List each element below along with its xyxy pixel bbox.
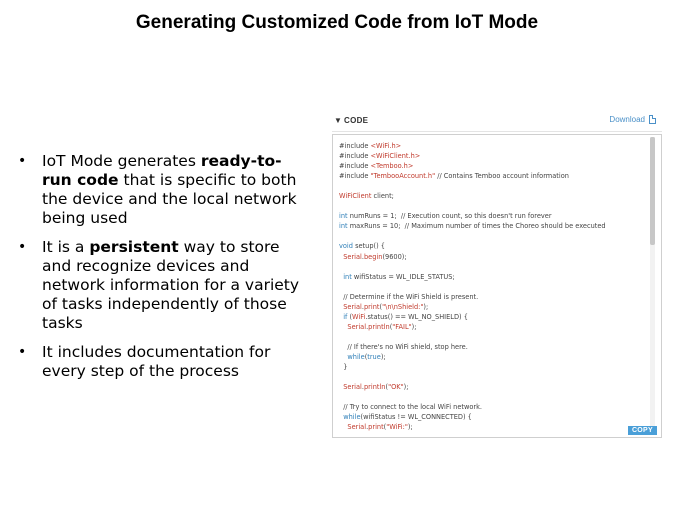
code-line bbox=[339, 171, 649, 181]
code-token: . bbox=[366, 423, 369, 432]
code-token: Serial bbox=[343, 383, 362, 392]
code-token: (wifiStatus != WL_CONNECTED) { bbox=[360, 413, 472, 422]
code-token: ( bbox=[389, 322, 393, 331]
code-token: <WiFi.h> bbox=[370, 142, 402, 150]
code-line bbox=[339, 292, 649, 302]
code-token: // Try to connect to the local WiFi network. bbox=[339, 403, 483, 412]
code-token: <Temboo.h> bbox=[370, 162, 414, 171]
bullet-marker: • bbox=[18, 239, 27, 255]
code-token: ( bbox=[383, 423, 387, 432]
code-token: #include bbox=[339, 142, 371, 150]
download-link[interactable] bbox=[609, 115, 656, 124]
scrollbar[interactable] bbox=[650, 137, 655, 435]
code-line bbox=[339, 372, 649, 382]
code-line bbox=[339, 201, 649, 211]
code-token: while bbox=[347, 352, 365, 361]
code-token: . bbox=[361, 383, 364, 392]
code-token: println bbox=[363, 383, 386, 392]
code-token: WiFiClient bbox=[339, 192, 372, 201]
bullet-item bbox=[16, 238, 306, 333]
code-token: while bbox=[343, 413, 361, 422]
code-line bbox=[339, 181, 649, 191]
code-line bbox=[339, 302, 649, 312]
bullet-text-run: IoT Mode generates bbox=[42, 152, 201, 170]
code-line bbox=[339, 191, 649, 201]
code-line bbox=[339, 402, 649, 412]
code-line bbox=[339, 282, 649, 292]
code-token: maxRuns = 10; // Maximum number of times the Choreo should be executed bbox=[347, 222, 606, 231]
scrollbar-thumb[interactable] bbox=[650, 137, 655, 245]
code-line bbox=[339, 231, 649, 241]
code-token: ); bbox=[407, 423, 413, 432]
code-token: ); bbox=[411, 322, 417, 331]
code-token: int bbox=[339, 212, 348, 221]
code-token: ( bbox=[379, 302, 383, 311]
code-token: ); bbox=[403, 383, 409, 392]
bullet-marker: • bbox=[18, 344, 27, 360]
code-line bbox=[339, 252, 649, 262]
code-token: "TembooAccount.h" bbox=[370, 172, 436, 181]
bullet-text-run: that is specific to both the device and the local network being used bbox=[42, 171, 297, 227]
code-token: int bbox=[343, 272, 352, 281]
code-token: "FAIL" bbox=[392, 322, 412, 331]
code-token: Serial bbox=[347, 322, 367, 331]
code-token: Serial bbox=[347, 423, 367, 432]
bullet-item bbox=[16, 343, 306, 381]
bullet-text-run: It includes documentation for every step of the process bbox=[42, 343, 271, 380]
code-line bbox=[339, 382, 649, 392]
code-section-label: CODE bbox=[344, 116, 369, 125]
code-line bbox=[339, 262, 649, 272]
copy-button[interactable]: COPY bbox=[628, 426, 657, 435]
bullet-marker: • bbox=[18, 153, 27, 169]
code-line bbox=[339, 422, 649, 432]
collapse-caret-icon[interactable]: ▼ bbox=[334, 116, 342, 125]
code-token: print bbox=[363, 302, 380, 311]
code-line bbox=[339, 322, 649, 332]
code-token: . bbox=[361, 252, 364, 261]
code-token: #include bbox=[339, 172, 371, 181]
code-line bbox=[339, 392, 649, 402]
code-token: #include bbox=[339, 162, 371, 171]
code-token: // Determine if the WiFi Shield is present. bbox=[339, 292, 479, 301]
bullet-text-run: It is a bbox=[42, 238, 90, 256]
code-text bbox=[339, 141, 649, 432]
code-token: "WiFi:" bbox=[386, 423, 408, 432]
code-token: // If there's no WiFi shield, stop here. bbox=[339, 342, 468, 351]
code-token: } bbox=[339, 363, 348, 372]
code-token: print bbox=[368, 423, 384, 432]
bullet-emphasis: ready-to-run code bbox=[42, 152, 282, 189]
code-line bbox=[339, 352, 649, 362]
code-token: ( bbox=[385, 383, 389, 392]
bullet-item bbox=[16, 152, 306, 228]
code-token: WiFi bbox=[352, 312, 366, 321]
code-line bbox=[339, 332, 649, 342]
code-token: wifiStatus = WL_IDLE_STATUS; bbox=[351, 272, 455, 281]
code-line bbox=[339, 342, 649, 352]
bullet-text-run: way to store and recognize devices and network information for a variety of tasks independently of those tasks bbox=[42, 238, 300, 332]
code-line bbox=[339, 151, 649, 161]
code-token: numRuns = 1; // Execution count, so this doesn't run forever bbox=[347, 212, 552, 221]
code-token: // Contains Temboo account information bbox=[435, 172, 569, 181]
code-line bbox=[339, 362, 649, 372]
code-line bbox=[339, 412, 649, 422]
code-token: int bbox=[339, 222, 348, 231]
code-viewer[interactable] bbox=[332, 134, 662, 438]
code-token: ); bbox=[380, 352, 386, 361]
code-token: Serial bbox=[343, 252, 362, 261]
code-token: Serial bbox=[343, 302, 362, 311]
code-token: ( bbox=[364, 352, 368, 361]
bullet-emphasis: persistent bbox=[89, 238, 179, 256]
slide-title: Generating Customized Code from IoT Mode bbox=[135, 12, 539, 33]
code-token: begin bbox=[363, 252, 383, 261]
code-line bbox=[339, 312, 649, 322]
code-token: ( bbox=[347, 312, 353, 321]
document-icon bbox=[649, 115, 656, 124]
code-line bbox=[339, 211, 649, 221]
code-token: if bbox=[343, 312, 348, 321]
code-token: client; bbox=[371, 192, 394, 201]
code-line bbox=[339, 161, 649, 171]
bullet-text bbox=[42, 152, 306, 228]
bullet-text bbox=[42, 238, 306, 333]
code-line bbox=[339, 221, 649, 231]
code-token: ); bbox=[423, 302, 429, 311]
code-token: . bbox=[361, 302, 364, 311]
code-token: .status() == WL_NO_SHIELD) { bbox=[365, 312, 468, 321]
code-token: setup() { bbox=[352, 242, 385, 251]
code-token: "\n\nShield:" bbox=[382, 302, 424, 311]
code-token: println bbox=[368, 322, 390, 331]
download-label: Download bbox=[609, 115, 645, 124]
code-line bbox=[339, 141, 649, 151]
code-header bbox=[332, 110, 662, 132]
code-token: <WiFiClient.h> bbox=[370, 152, 421, 161]
bullet-text bbox=[42, 343, 306, 381]
code-token: true bbox=[367, 352, 381, 361]
code-token: "OK" bbox=[388, 383, 404, 392]
code-line bbox=[339, 241, 649, 251]
code-line bbox=[339, 272, 649, 282]
code-token: . bbox=[366, 322, 369, 331]
code-token: void bbox=[339, 242, 353, 251]
code-panel bbox=[332, 110, 662, 438]
bullet-list bbox=[16, 152, 306, 391]
code-token: (9600); bbox=[382, 252, 407, 261]
code-token: #include bbox=[339, 152, 371, 161]
